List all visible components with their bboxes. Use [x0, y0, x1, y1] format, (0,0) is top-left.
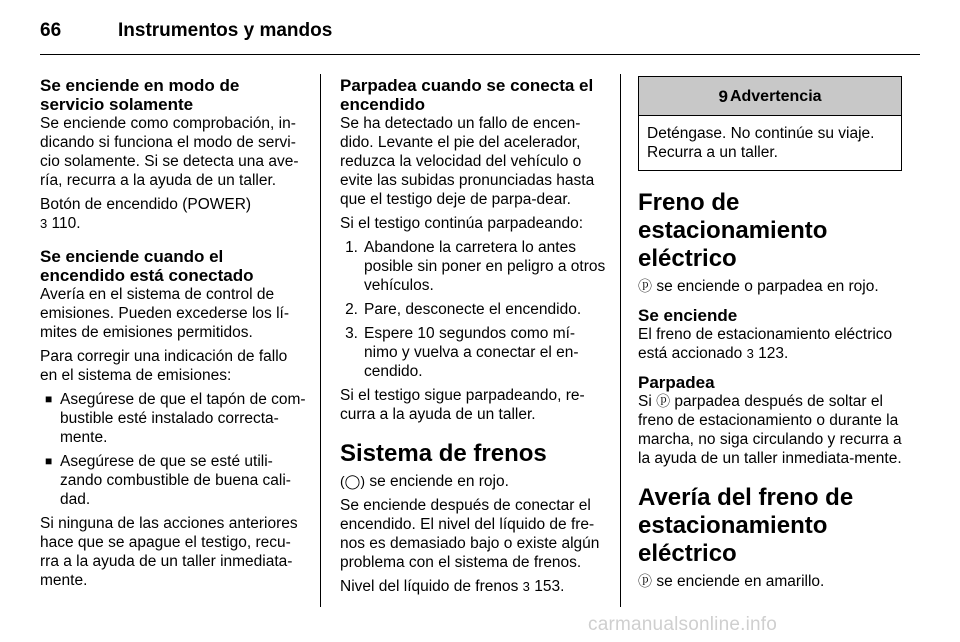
warning-title: Advertencia — [729, 87, 822, 105]
column-divider — [320, 74, 321, 607]
para-service-mode: Se enciende como comprobación, in-dicando si funciona el modo de servi-cio solamente. Si se detecta una ave-ría, recurra a la ayuda de un taller. — [40, 115, 299, 189]
page-ref-icon: 3 — [746, 346, 754, 361]
watermark: carmanualsonline.info — [588, 614, 778, 635]
warning-box — [638, 76, 902, 171]
column-1 — [40, 76, 306, 595]
power-button-text: Botón de encendido (POWER) — [40, 196, 252, 213]
para-emission-fault: Avería en el sistema de control de emisiones. Pueden excederse los lí-mites de emisiones permitidos. — [40, 286, 289, 341]
steps-list — [340, 238, 608, 381]
step-text: Pare, desconecte el encendido. — [364, 301, 582, 318]
bullet-icon: ■ — [45, 392, 53, 406]
page-ref: 123. — [758, 345, 789, 362]
epb-applied-text: El freno de estacionamiento eléctrico está accionado — [638, 326, 893, 362]
para-keeps-flashing: Si el testigo continúa parpadeando: — [340, 215, 584, 232]
para-still-flashing: Si el testigo sigue parpadeando, re-curra a la ayuda de un taller. — [340, 387, 585, 423]
heading-electric-parking-brake: Freno de estacionamiento eléctrico — [638, 189, 828, 272]
list-item — [40, 390, 306, 447]
heading-flashes-2: Parpadea — [638, 373, 715, 392]
para-brake-red — [340, 472, 608, 491]
heading-brake-system: Sistema de frenos — [340, 440, 547, 467]
para-none-works: Si ninguna de las acciones anteriores hace que se apague el testigo, recu-rra a la ayuda de un taller inmediata-mente. — [40, 515, 298, 589]
section-title: Instrumentos y mandos — [118, 20, 333, 41]
brake-warning-icon: (◯) — [340, 473, 365, 489]
step-number: 3. — [345, 325, 358, 342]
para-epb-yellow — [638, 572, 902, 591]
para-epb-flashing — [638, 392, 902, 468]
para-epb-applied — [638, 325, 902, 363]
bullet-icon: ■ — [45, 454, 53, 468]
page-ref: 153. — [534, 578, 565, 595]
step-text: Espere 10 segundos como mí-nimo y vuelva a conectar el en-cendido. — [364, 325, 579, 380]
warning-header — [639, 77, 901, 116]
heading-epb-fault: Avería del freno de estacionamiento eléctrico — [638, 484, 854, 567]
heading-service-mode: Se enciende en modo de servicio solamente — [40, 76, 240, 114]
epb-flashing-text: parpadea después de soltar el freno de estacionamiento o durante la marcha, no siga circulando y recurra a la ayuda de un taller inmediata-mente. — [638, 393, 902, 467]
para-power-button — [40, 195, 306, 233]
list-item-text: Asegúrese de que el tapón de com-bustible esté instalado correcta-mente. — [60, 391, 306, 446]
para-brake-fluid: Se enciende después de conectar el encendido. El nivel del líquido de fre-nos es demasiado bajo o existe algún problema con el sistema de frenos. — [340, 497, 600, 571]
epb-red-text: se enciende o parpadea en rojo. — [656, 278, 879, 295]
list-item — [340, 324, 608, 381]
warning-text: Deténgase. No continúe su viaje. Recurra a un taller. — [647, 125, 875, 161]
brake-red-text: se enciende en rojo. — [369, 473, 509, 490]
list-item — [40, 452, 306, 509]
step-number: 2. — [345, 301, 358, 318]
column-divider — [620, 74, 621, 607]
parking-brake-icon: ⓟ — [638, 278, 652, 294]
page-header — [40, 10, 920, 55]
para-epb-red — [638, 277, 902, 296]
epb-yellow-text: se enciende en amarillo. — [656, 573, 825, 590]
para-fluid-level — [340, 577, 608, 596]
list-item-text: Asegúrese de que se esté utili-zando combustible de buena cali-dad. — [60, 453, 291, 508]
column-2 — [340, 76, 608, 601]
parking-brake-icon: ⓟ — [656, 393, 671, 409]
column-3 — [638, 76, 902, 596]
heading-lights-up: Se enciende — [638, 306, 738, 325]
step-text: Abandone la carretera lo antes posible sin poner en peligro a otros vehículos. — [364, 239, 606, 294]
page-number: 66 — [40, 20, 62, 41]
fluid-level-text: Nivel del líquido de frenos — [340, 578, 519, 595]
page-ref-icon: 3 — [522, 579, 530, 594]
para-correct-fault: Para corregir una indicación de fallo en el sistema de emisiones: — [40, 348, 288, 384]
bullet-list — [40, 390, 306, 509]
page-ref: 110. — [51, 215, 81, 232]
page-ref-icon: 3 — [40, 216, 48, 231]
list-item — [340, 300, 608, 319]
step-number: 1. — [345, 239, 358, 256]
para-misfire: Se ha detectado un fallo de encen-dido. Levante el pie del acelerador, reduzca la velocidad del vehículo o evite las subidas pronunciadas hasta que el testigo deje de parpa-dear. — [340, 115, 595, 208]
parking-brake-fault-icon: ⓟ — [638, 573, 652, 589]
if-text: Si — [638, 393, 652, 410]
warning-triangle-icon: 9 — [718, 86, 728, 106]
list-item — [340, 238, 608, 295]
heading-flashes: Parpadea cuando se conecta el encendido — [340, 76, 594, 114]
heading-ignition-on: Se enciende cuando el encendido está conectado — [40, 247, 254, 285]
